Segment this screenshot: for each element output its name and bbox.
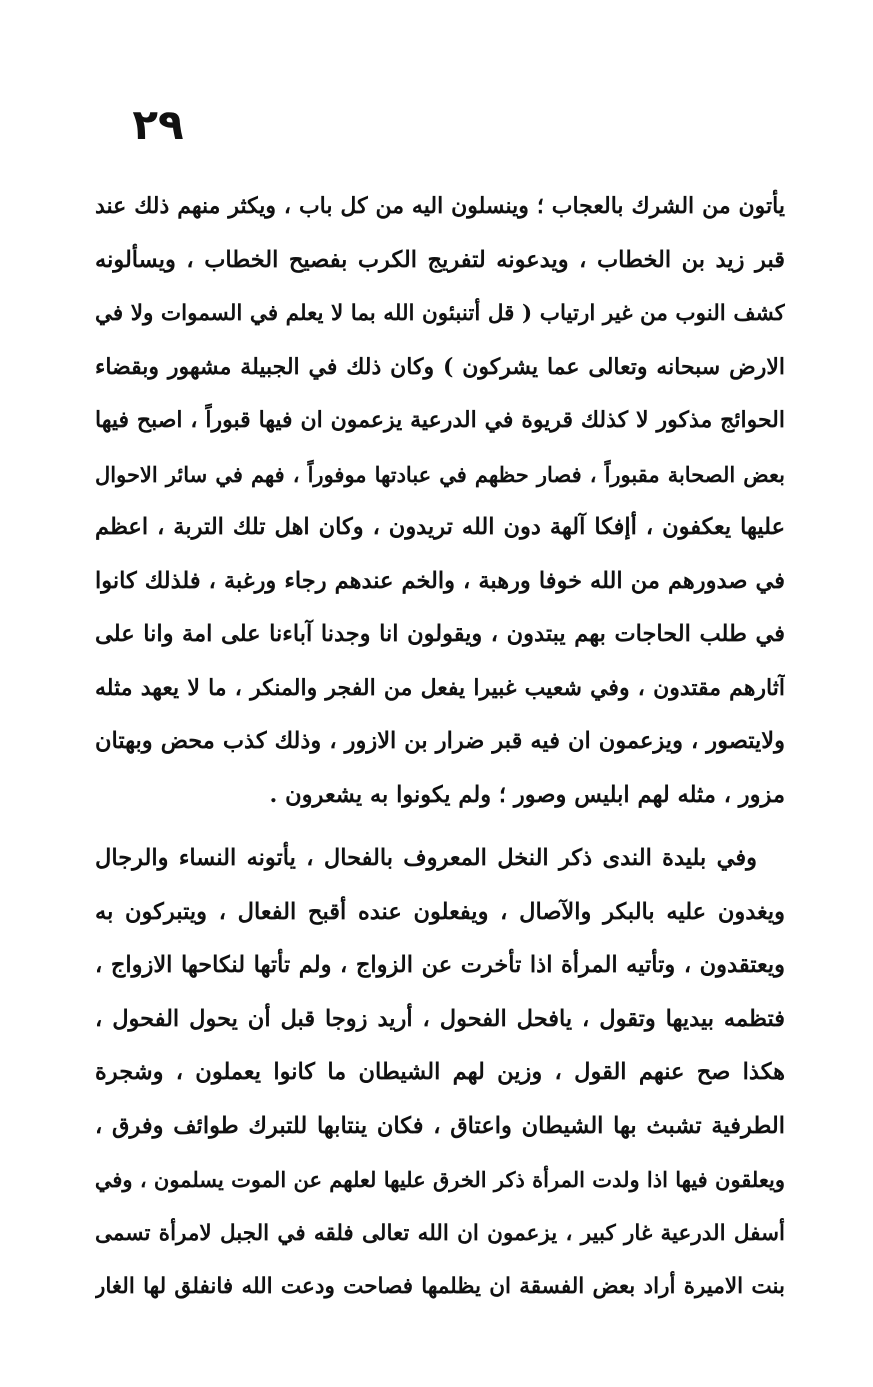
text-line: الطرفية تشبث بها الشيطان واعتاق ، فكان ينتابها للتبرك طوائف وفرق ،	[95, 1112, 785, 1139]
text-line: يأتون من الشرك بالعجاب ؛ وينسلون اليه من كل باب ، ويكثر منهم ذلك عند	[95, 193, 785, 219]
text-line: فتظمه بيديها وتقول ، يافحل الفحول ، أريد زوجا قبل أن يحول الفحول ،	[95, 1005, 785, 1032]
text-line: كشف النوب من غير ارتياب ( قل أتنبئون الله بما لا يعلم في السموات ولا في	[95, 301, 785, 326]
text-body	[95, 180, 785, 1314]
paragraph-2	[95, 832, 785, 1314]
text-line: قبر زيد بن الخطاب ، ويدعونه لتفريج الكرب بفصيح الخطاب ، ويسألونه	[95, 246, 785, 273]
text-line: الحوائج مذكور لا كذلك قريوة في الدرعية يزعمون ان فيها قبوراً ، اصبح فيها	[95, 407, 785, 433]
text-line: بنت الاميرة أراد بعض الفسقة ان يظلمها فصاحت ودعت الله فانفلق لها الغار	[95, 1274, 785, 1299]
paragraph-gap	[95, 822, 785, 832]
text-line: مزور ، مثله لهم ابليس وصور ؛ ولم يكونوا به يشعرون .	[269, 781, 785, 808]
text-line: في طلب الحاجات بهم يبتدون ، ويقولون انا وجدنا آباءنا على امة وانا على	[95, 621, 785, 647]
text-line: في صدورهم من الله خوفا ورهبة ، والخم عندهم رجاء ورغبة ، فلذلك كانوا	[95, 567, 785, 594]
text-line: ويعلقون فيها اذا ولدت المرأة ذكر الخرق عليها لعلهم عن الموت يسلمون ، وفي	[95, 1167, 785, 1192]
text-line: آثارهم مقتدون ، وفي شعيب غبيرا يفعل من الفجر والمنكر ، ما لا يعهد مثله	[95, 674, 785, 701]
text-line: عليها يعكفون ، أإفكا آلهة دون الله تريدون ، وكان اهل تلك التربة ، اعظم	[95, 514, 785, 540]
text-line: ولايتصور ، ويزعمون ان فيه قبر ضرار بن الازور ، وذلك كذب محض وبهتان	[95, 728, 785, 754]
paragraph-1	[95, 180, 785, 822]
text-line: هكذا صح عنهم القول ، وزين لهم الشيطان ما كانوا يعملون ، وشجرة	[95, 1059, 785, 1085]
page-number: ٢٩	[132, 100, 184, 149]
text-line: وفي بليدة الندى ذكر النخل المعروف بالفحال ، يأتونه النساء والرجال	[95, 845, 757, 871]
text-line: الارض سبحانه وتعالى عما يشركون ) وكان ذلك في الجبيلة مشهور وبقضاء	[95, 353, 785, 380]
text-line: ويعتقدون ، وتأتيه المرأة اذا تأخرت عن الزواج ، ولم تأتها لنكاحها الازواج ،	[95, 952, 785, 978]
text-line: ويغدون عليه بالبكر والآصال ، ويفعلون عنده أقبح الفعال ، ويتبركون به	[95, 898, 785, 925]
text-line: أسفل الدرعية غار كبير ، يزعمون ان الله تعالى فلقه في الجبل لامرأة تسمى	[95, 1220, 785, 1246]
text-line: بعض الصحابة مقبوراً ، فصار حظهم في عبادتها موفوراً ، فهم في سائر الاحوال	[95, 461, 785, 487]
